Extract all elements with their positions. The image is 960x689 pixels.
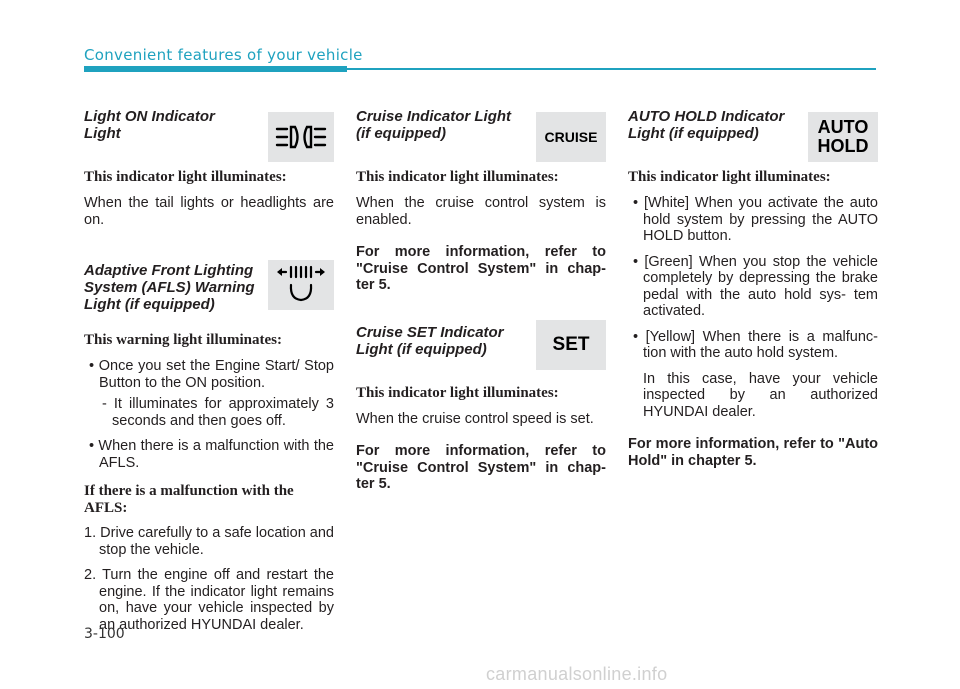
afls-bullet-1: • Once you set the Engine Start/ Stop Button to the ON position. <box>89 358 334 391</box>
cruise-set-indicator-icon: SET <box>536 320 606 370</box>
afls-step-2: 2. Turn the engine off and restart the engine. If the indicator light remains on, have your vehicle inspected by an authorized HYUNDAI dealer. <box>84 567 334 633</box>
page-number: 3-100 <box>84 626 125 642</box>
auto-hold-indicator-icon: AUTO HOLD <box>808 112 878 162</box>
auto-hold-bullet-3: • [Yellow] When there is a malfunc- tion with the auto hold system. <box>633 328 878 361</box>
afls-malfunction-subhead: If there is a malfunction with the AFLS: <box>84 483 294 516</box>
headlight-icon <box>268 112 334 162</box>
afls-title: Adaptive Front Lighting System (AFLS) Warning Light (if equipped) <box>84 262 255 313</box>
afls-bullet-2: • When there is a malfunction with the AFLS. <box>89 438 334 471</box>
afls-sub-bullet-1: - It illuminates for approximately 3 seconds and then goes off. <box>102 396 334 429</box>
cruise-set-text: When the cruise control speed is set. <box>356 410 594 427</box>
light-on-heading <box>84 108 334 164</box>
cruise-subhead: This indicator light illuminates: <box>356 169 559 185</box>
cruise-set-more-info: For more information, refer to "Cruise Control System" in chap- ter 5. <box>356 443 606 492</box>
light-on-subhead: This indicator light illuminates: <box>84 169 287 185</box>
auto-hold-bullet-1: • [White] When you activate the auto hold system by pressing the AUTO HOLD button. <box>633 195 878 244</box>
header-rule-accent <box>84 66 347 72</box>
column-middle <box>356 108 606 493</box>
header-rule <box>347 68 876 70</box>
auto-hold-heading <box>628 108 878 164</box>
light-on-text: When the tail lights or headlights are on. <box>84 195 334 228</box>
cruise-heading <box>356 108 606 164</box>
cruise-set-heading <box>356 324 606 380</box>
auto-hold-note: In this case, have your vehicle inspected by an authorized HYUNDAI dealer. <box>643 370 878 420</box>
cruise-more-info: For more information, refer to "Cruise Control System" in chap- ter 5. <box>356 244 606 293</box>
cruise-indicator-icon: CRUISE <box>536 112 606 162</box>
afls-warning-icon <box>268 260 334 310</box>
auto-hold-bullet-2: • [Green] When you stop the vehicle completely by depressing the brake pedal with the auto hold sys- tem activated. <box>633 253 878 319</box>
light-on-title: Light ON Indicator Light <box>84 108 215 142</box>
auto-hold-title: AUTO HOLD Indicator Light (if equipped) <box>628 108 785 142</box>
cruise-set-subhead: This indicator light illuminates: <box>356 384 559 401</box>
section-header: Convenient features of your vehicle <box>84 46 363 64</box>
cruise-text: When the cruise control system is enabled. <box>356 195 606 228</box>
auto-hold-subhead: This indicator light illuminates: <box>628 169 831 185</box>
auto-hold-more-info: For more information, refer to "Auto Hold" in chapter 5. <box>628 436 878 469</box>
afls-subhead: This warning light illuminates: <box>84 332 282 348</box>
watermark: carmanualsonline.info <box>486 664 668 684</box>
cruise-title: Cruise Indicator Light (if equipped) <box>356 108 512 142</box>
column-left <box>84 108 334 633</box>
column-right <box>628 108 878 469</box>
afls-heading <box>84 262 334 322</box>
cruise-set-title: Cruise SET Indicator Light (if equipped) <box>356 323 504 358</box>
afls-step-1: 1. Drive carefully to a safe location and stop the vehicle. <box>84 525 334 558</box>
